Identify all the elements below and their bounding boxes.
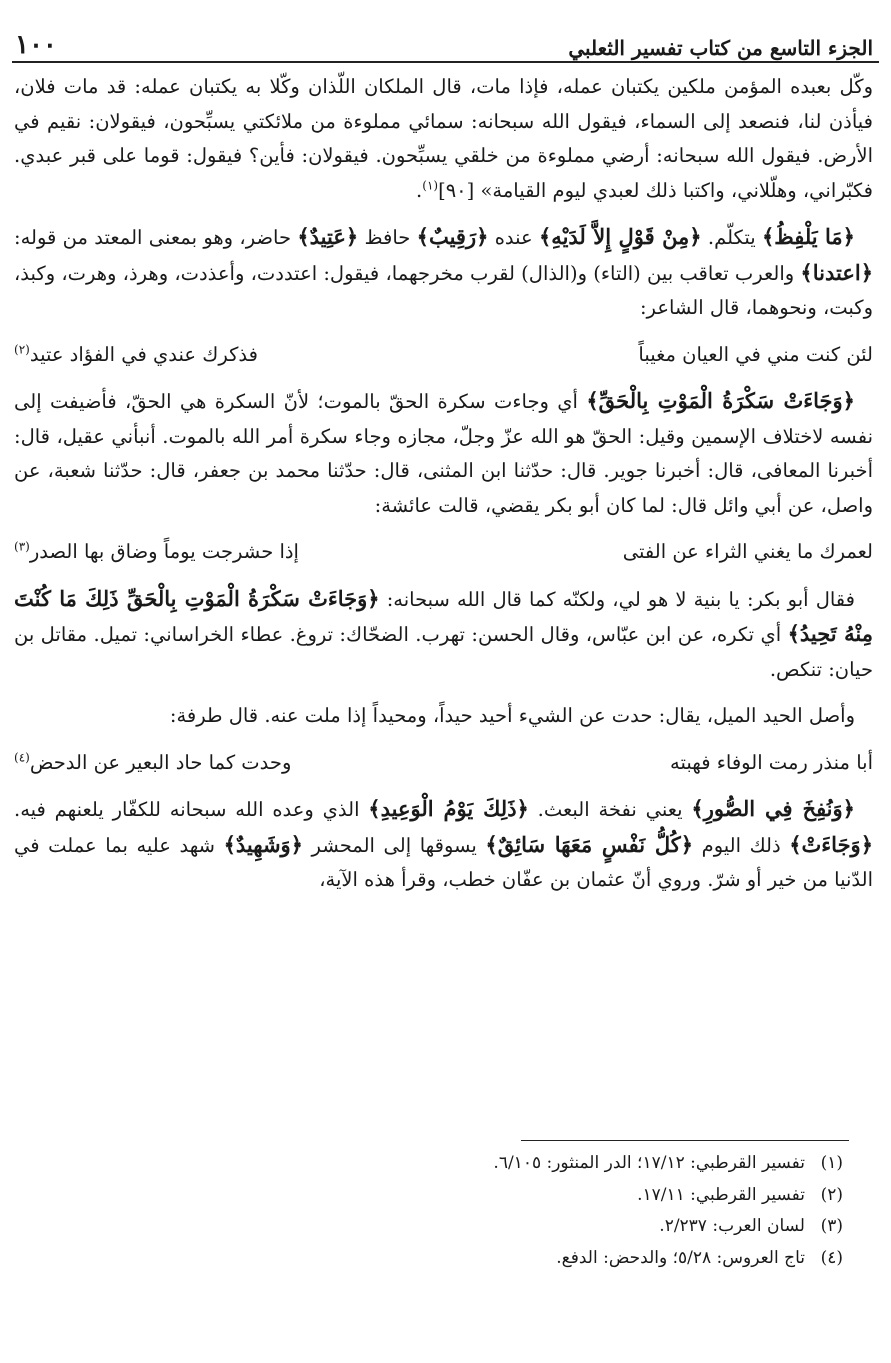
verse-second-hemistich <box>14 338 258 373</box>
page-number: ١٠٠ <box>15 30 57 60</box>
paragraph-text: يسوقها إلى المحشر <box>302 833 486 857</box>
footnote-ref-3: (٣) <box>14 539 30 554</box>
footnote-ref-2: (٢) <box>14 342 30 356</box>
paragraph-4 <box>14 582 873 688</box>
paragraph-text: شهد عليه بما عملت في الدّنيا من خير أو شرّ. وروي أنّ عثمان بن عفّان خطب، وقرأ هذه الآية، <box>14 833 873 891</box>
quran-quote: ﴿مِنْ قَوْلٍ إِلاَّ لَدَيْهِ﴾ <box>539 224 702 249</box>
running-title: الجزء التاسع من كتاب تفسير الثعلبي <box>568 36 873 60</box>
verse-second-hemistich <box>14 535 299 570</box>
paragraph-text: فقال أبو بكر: يا بنية لا هو لي، ولكنّه كما قال الله سبحانه: <box>379 587 855 611</box>
quran-quote: ﴿وَجَاءَتْ سَكْرَةُ الْمَوْتِ بِالْحَقِّ ذَلِكَ مَا كُنْتَ مِنْهُ تَحِيدُ﴾ <box>14 585 873 646</box>
paragraph-text: حاضر، وهو بمعنى المعتد من قوله: <box>14 226 298 249</box>
paragraph-3 <box>14 384 873 523</box>
poetry-verse-2 <box>14 535 873 570</box>
footnote-ref-4: (٤) <box>14 750 30 764</box>
paragraph-text: عنده <box>488 226 539 249</box>
verse-first-hemistich: لئن كنت مني في العيان مغيباً <box>638 342 873 366</box>
quran-quote: ﴿ذَلِكَ يَوْمُ الْوَعِيدِ﴾ <box>368 796 529 821</box>
footnote-4 <box>40 1243 843 1275</box>
paragraph-text: أي وجاءت سكرة الحقّ بالموت؛ لأنّ السكرة هي الحقّ، فأضيفت إلى نفسه لاختلاف الإسمين وقيل: الحقّ هو الله عزّ وجلّ، مجازه وجاء سكرة أمر الله بالموت. أنبأني عقيل، قال: أخبرنا المعافى، قال: أخبرنا جوير. قال: حدّثنا ابن المثنى، قال: حدّثنا محمد بن جعفر، قال: حدّثنا شعبة، عن واصل، عن أبي وائل قال: لما كان أبو بكر يقضي، قالت عائشة: <box>14 390 873 517</box>
verse-first-hemistich: أبا منذر رمت الوفاء فهبته <box>670 750 873 774</box>
paragraph-2 <box>14 220 873 326</box>
paragraph-text: يتكلّم. <box>701 226 762 249</box>
verse-text: فذكرك عندي في الفؤاد عتيد <box>29 342 258 366</box>
paragraph-1 <box>14 70 873 208</box>
paragraph-text: يعني نفخة البعث. <box>528 798 692 821</box>
paragraph-1-text: وكّل بعبده المؤمن ملكين يكتبان عمله، فإذا مات، قال الملكان اللّذان وكّلا به يكتبان عمله: قد مات فلان، فيأذن لنا، فنصعد إلى السماء، فيقول الله سبحانه: سمائي مملوءة من ملائكتي يسبِّحون، فيقولان: نقيم في الأرض. فيقول الله سبحانه: أرضي مملوءة من خلقي يسبِّحون. فيقولان: فأين؟ فيقول: قوما على قبر عبدي. فكبّراني، وهلّلاني، واكتبا ذلك لعبدي ليوم القيامة» [٩٠] <box>14 75 873 202</box>
quran-quote: ﴿مَا يَلْفِظُ﴾ <box>761 224 855 249</box>
footnotes <box>40 1148 843 1274</box>
verse-second-hemistich <box>14 746 291 781</box>
footnote-divider <box>521 1140 849 1141</box>
poetry-verse-1 <box>14 338 873 373</box>
quran-quote: ﴿اعتدنا﴾ <box>800 259 873 285</box>
verse-text: وحدت كما حاد البعير عن الدحض <box>29 750 292 774</box>
paragraph-1-end: . <box>416 178 423 202</box>
footnote-text: تفسير القرطبي: ١٧/١١. <box>637 1184 805 1205</box>
quran-quote: ﴿وَشَهِيدٌ﴾ <box>223 831 303 857</box>
header-divider <box>12 61 879 63</box>
verse-text: إذا حشرجت يوماً وضاق بها الصدر <box>29 540 299 563</box>
paragraph-5: وأصل الحيد الميل، يقال: حدت عن الشيء أحيد حيداً، ومحيداً إذا ملت عنه. قال طرفة: <box>169 704 855 727</box>
paragraph-text: أي تكره، عن ابن عبّاس، وقال الحسن: تهرب. الضحّاك: تروغ. عطاء الخراساني: تميل. مقاتل بن حيان: تنكص. <box>14 623 873 681</box>
paragraph-text: الذي وعده الله سبحانه للكفّار يلعنهم فيه. <box>14 798 369 821</box>
quran-quote: ﴿وَجَاءَتْ﴾ <box>789 831 873 857</box>
footnote-1 <box>40 1148 843 1180</box>
quran-quote: ﴿عَتِيدٌ﴾ <box>297 224 359 249</box>
footnote-2 <box>40 1180 843 1212</box>
paragraph-text: والعرب تعاقب بين (التاء) و(الذال) لقرب مخرجهما، فيقول: اعتددت، وأعذدت، وهرذ، وهرت، وكبذ، وكبت، ونحوهما، قال الشاعر: <box>14 261 873 319</box>
footnote-text: تفسير القرطبي: ١٧/١٢؛ الدر المنثور: ٦/١٠٥. <box>493 1153 805 1173</box>
footnote-number: (٢) <box>820 1184 843 1205</box>
quran-quote: ﴿كُلُّ نَفْسٍ مَعَهَا سَائِقٌ﴾ <box>485 831 694 857</box>
footnote-number: (٣) <box>820 1216 843 1236</box>
footnote-number: (١) <box>820 1153 843 1173</box>
quran-quote: ﴿رَقِيبٌ﴾ <box>416 224 489 249</box>
footnote-text: تاج العروس: ٥/٢٨؛ والدحض: الدفع. <box>556 1247 805 1268</box>
page-header <box>15 18 873 58</box>
footnote-text: لسان العرب: ٢/٢٣٧. <box>659 1216 805 1236</box>
body-text <box>14 70 873 910</box>
footnote-ref-1: (١) <box>422 178 439 192</box>
quran-quote: ﴿وَنُفِخَ فِي الصُّورِ﴾ <box>691 796 855 821</box>
poetry-verse-3 <box>14 746 873 781</box>
paragraph-text: ذلك اليوم <box>693 833 790 857</box>
verse-first-hemistich: لعمرك ما يغني الثراء عن الفتى <box>622 540 873 563</box>
footnote-3 <box>40 1211 843 1243</box>
paragraph-text: حافظ <box>358 226 417 249</box>
footnote-number: (٤) <box>820 1247 843 1268</box>
quran-quote: ﴿وَجَاءَتْ سَكْرَةُ الْمَوْتِ بِالْحَقِّ﴾ <box>586 388 855 413</box>
paragraph-6 <box>14 792 873 898</box>
